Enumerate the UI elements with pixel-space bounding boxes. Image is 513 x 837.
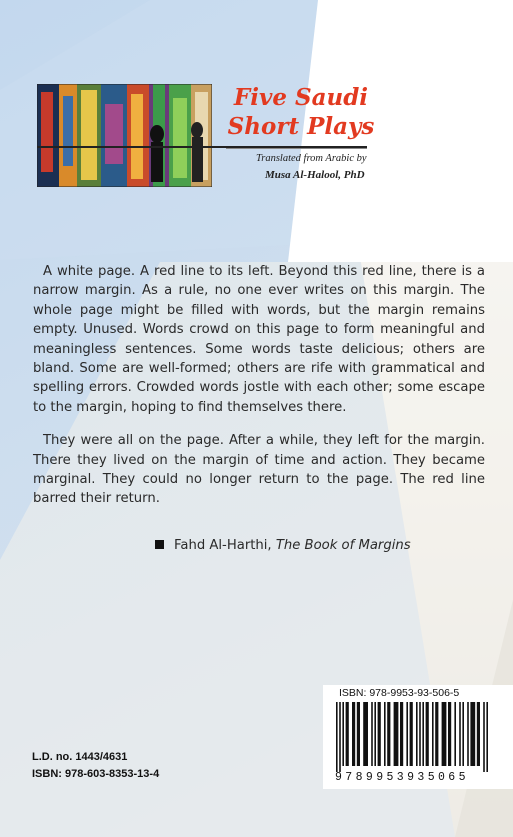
barcode-digits: 9789953935065 xyxy=(335,771,469,784)
barcode-bar xyxy=(346,702,349,766)
barcode-bar xyxy=(470,702,475,766)
barcode-bar xyxy=(483,702,485,772)
translated-by-label: Translated from Arabic by xyxy=(256,153,367,164)
legal-isbn: ISBN: 978-603-8353-13-4 xyxy=(32,768,160,780)
blurb-paragraph-2: They were all on the page. After a while, they left for the margin. There they lived on the margin of time and action. They became marginal. They could no longer return to the page. The red line barred their return. xyxy=(33,433,485,507)
attribution-author: Fahd Al-Harthi, xyxy=(174,538,276,553)
blurb-text xyxy=(33,262,485,509)
barcode-bar xyxy=(422,702,424,766)
barcode-bar xyxy=(426,702,429,766)
barcode-bar xyxy=(410,702,413,766)
barcode-bar xyxy=(448,702,451,766)
attribution xyxy=(155,538,411,553)
barcode-bar xyxy=(416,702,418,766)
barcode-bar xyxy=(387,702,390,766)
ld-number: L.D. no. 1443/4631 xyxy=(32,751,128,763)
attribution-book: The Book of Margins xyxy=(275,538,411,553)
barcode-bar xyxy=(374,702,376,766)
cover-artwork xyxy=(37,84,212,187)
barcode-bar xyxy=(454,702,456,766)
barcode-bars xyxy=(334,702,510,774)
barcode-bar xyxy=(459,702,461,766)
bullet-square-icon xyxy=(155,540,164,549)
barcode-bar xyxy=(378,702,381,766)
legal-info xyxy=(32,749,159,783)
barcode-bar xyxy=(486,702,488,772)
barcode-bar xyxy=(400,702,403,766)
blurb-paragraph-1: A white page. A red line to its left. Beyond this red line, there is a narrow margin. As a rule, no one ever writes on this margin. The whole page might be filled with words, but the margin remains empty. Unused. Words crowd on this page to form meaningful and meaningless sentences. Some words taste delicious; others are bland. Some are well-formed; others are rife with grammatical and spelling errors. Crowded words jostle with each other; some escape to the margin, hoping to find themselves there. xyxy=(33,264,485,415)
barcode-bar xyxy=(384,702,386,766)
barcode-bar xyxy=(339,702,341,772)
title-rule-accent xyxy=(226,148,367,149)
barcode-bar xyxy=(352,702,355,766)
translator-name: Musa Al-Halool, PhD xyxy=(265,169,365,181)
barcode-bar xyxy=(406,702,408,766)
barcode-bar xyxy=(357,702,360,766)
book-title-line2: Short Plays xyxy=(227,113,375,140)
book-title-line1: Five Saudi xyxy=(233,84,369,111)
barcode-bar xyxy=(442,702,447,766)
barcode-bar xyxy=(419,702,421,766)
barcode-bar xyxy=(435,702,438,766)
barcode-bar xyxy=(477,702,480,766)
barcode-bar xyxy=(432,702,434,766)
barcode-bar xyxy=(342,702,344,766)
barcode-bar xyxy=(336,702,338,772)
barcode-bar xyxy=(462,702,464,766)
barcode-bar xyxy=(467,702,469,766)
barcode-bar xyxy=(363,702,368,766)
barcode-bar xyxy=(371,702,373,766)
barcode-isbn-label: ISBN: 978-9953-93-506-5 xyxy=(339,687,460,699)
barcode-bar xyxy=(394,702,399,766)
